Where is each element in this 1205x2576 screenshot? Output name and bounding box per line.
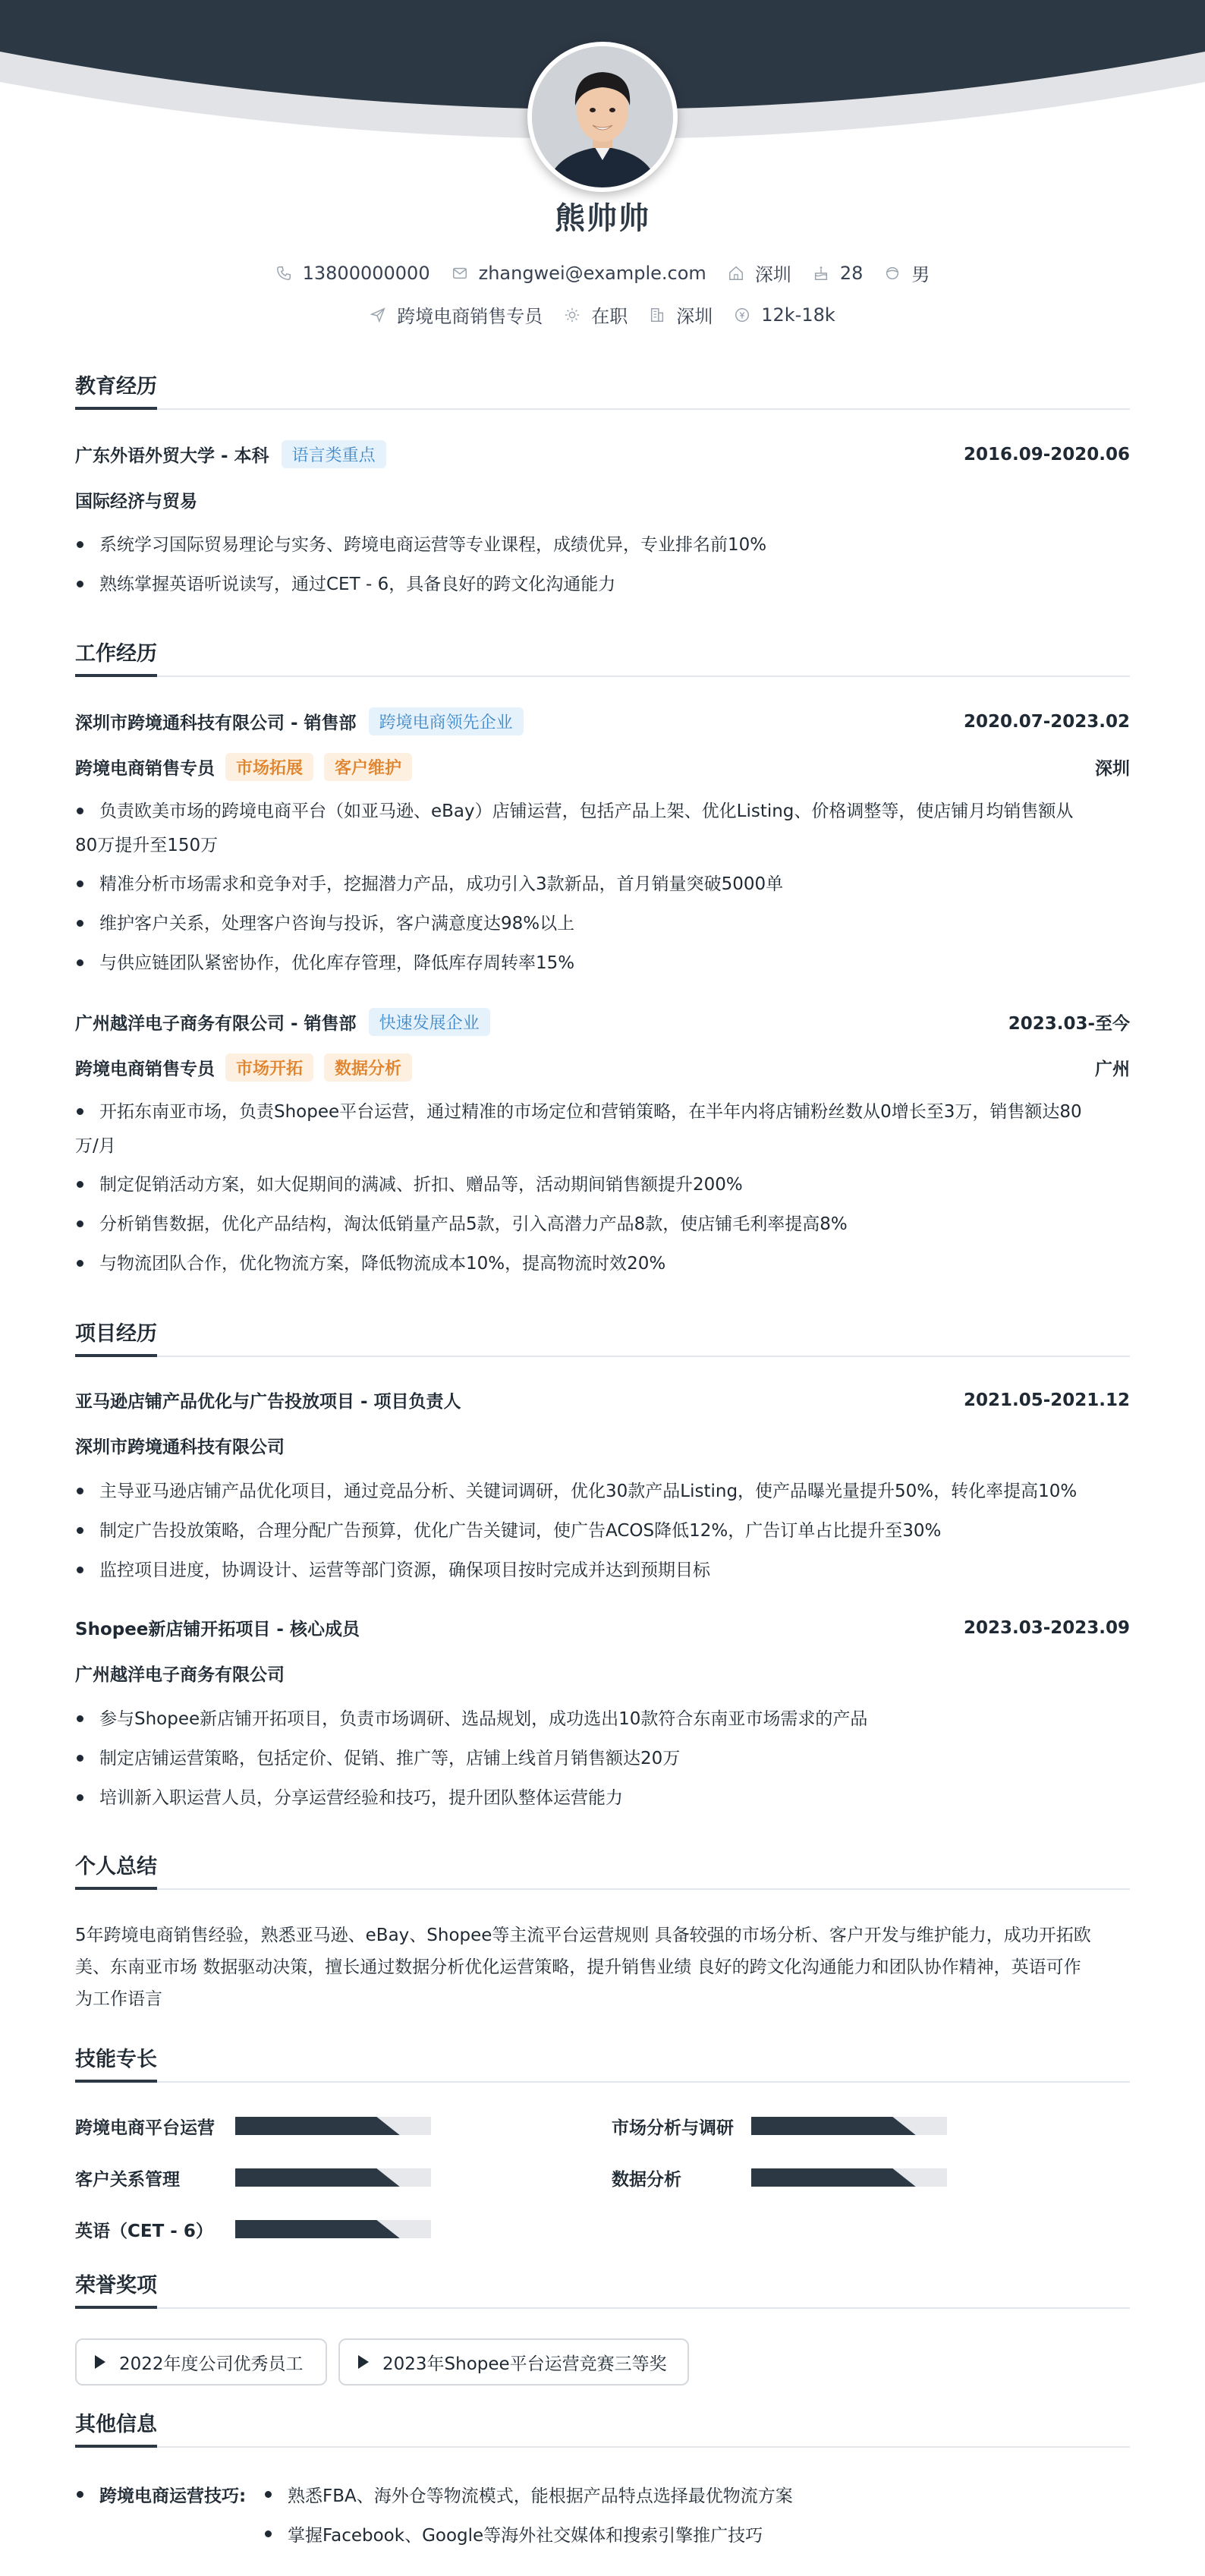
project-period: 2021.05-2021.12 (963, 1390, 1130, 1410)
play-icon (358, 2355, 369, 2369)
list-item-continuation: 80万提升至150万 (75, 836, 219, 855)
list-item: 维护客户关系，处理客户咨询与投诉，客户满意度达98%以上 (75, 907, 1130, 940)
list-item: 熟悉FBA、海外仓等物流模式，能根据产品特点选择最优物流方案 (263, 2482, 793, 2507)
list-item: 监控项目进度，协调设计、运营等部门资源，确保项目按时完成并达到预期目标 (75, 1554, 1130, 1587)
skill-name: 英语（CET - 6） (75, 2221, 213, 2241)
project-header (75, 1615, 1130, 1640)
list-item: 培训新入职运营人员，分享运营经验和技巧，提升团队整体运营能力 (75, 1781, 1130, 1815)
skill-name: 跨境电商平台运营 (75, 2118, 215, 2138)
list-item: 参与Shopee新店铺开拓项目，负责市场调研、选品规划，成功选出10款符合东南亚市场需求的产品 (75, 1702, 1130, 1736)
skill-item (75, 2115, 470, 2137)
section-skills (75, 2046, 1130, 2083)
gender-text: 男 (911, 264, 930, 285)
section-title: 荣誉奖项 (75, 2272, 157, 2309)
skill-bar-fill (235, 2220, 400, 2238)
project-company: 深圳市跨境通科技有限公司 (75, 1438, 285, 1457)
email-text: zhangwei@example.com (478, 262, 706, 284)
project-company-line (75, 1433, 1130, 1458)
school-tag: 语言类重点 (282, 440, 386, 468)
section-projects (75, 1321, 1130, 1357)
section-title: 项目经历 (75, 1321, 157, 1357)
skill-item (612, 2115, 1006, 2137)
list-item: 分析销售数据，优化产品结构，淘汰低销量产品5款，引入高潜力产品8款，使店铺毛利率提高8% (75, 1208, 1130, 1241)
status-text: 在职 (591, 306, 628, 327)
resume-content (75, 0, 1130, 2576)
skill-item (75, 2166, 470, 2189)
section-other (75, 2411, 1130, 2448)
list-item: 系统学习国际贸易理论与实务、跨境电商运营等专业课程，成绩优异，专业排名前10% (75, 528, 1130, 562)
section-summary (75, 1853, 1130, 1890)
target-city-text: 深圳 (676, 306, 713, 327)
section-title: 教育经历 (75, 373, 157, 410)
work-period: 2023.03-至今 (1008, 1014, 1130, 1034)
list-item: 与物流团队合作，优化物流方案，降低物流成本10%，提高物流时效20% (75, 1247, 1130, 1280)
salary-text: 12k-18k (761, 304, 835, 326)
section-title: 技能专长 (75, 2046, 157, 2083)
skill-bar (751, 2117, 947, 2135)
education-period: 2016.09-2020.06 (963, 444, 1130, 464)
skill-bar (235, 2117, 431, 2135)
project-title: Shopee新店铺开拓项目 - 核心成员 (75, 1620, 360, 1639)
skill-bar-fill (235, 2168, 400, 2187)
list-item: 制定店铺运营策略，包括定价、促销、推广等，店铺上线首月销售额达20万 (75, 1742, 1130, 1775)
education-major-line (75, 487, 1130, 512)
project-title: 亚马逊店铺产品优化与广告投放项目 - 项目负责人 (75, 1392, 461, 1412)
company-name: 深圳市跨境通科技有限公司 - 销售部 (75, 713, 357, 733)
city-text: 深圳 (754, 264, 791, 285)
age-text: 28 (839, 262, 864, 284)
summary-line: 为工作语言 (75, 1989, 162, 2009)
job-target-text: 跨境电商销售专员 (397, 306, 543, 327)
education-header (75, 440, 1130, 468)
section-work (75, 641, 1130, 677)
skill-bar-fill (235, 2117, 400, 2135)
role-tag: 数据分析 (324, 1053, 412, 1082)
skill-bar-fill (751, 2168, 916, 2187)
work-header (75, 707, 1130, 735)
skill-name: 客户关系管理 (75, 2169, 180, 2190)
skill-bar-fill (751, 2117, 916, 2135)
work-location: 广州 (1095, 1060, 1130, 1079)
list-item: 制定广告投放策略，合理分配广告预算，优化广告关键词，使广告ACOS降低12%，广告订单占比提升至30% (75, 1514, 1130, 1548)
section-title: 个人总结 (75, 1853, 157, 1890)
award-text: 2023年Shopee平台运营竞赛三等奖 (382, 2354, 667, 2374)
skill-bar (235, 2168, 431, 2187)
project-company: 广州越洋电子商务有限公司 (75, 1665, 285, 1685)
skill-name: 数据分析 (612, 2169, 681, 2190)
role-tag: 市场开拓 (225, 1053, 313, 1082)
list-item: 制定促销活动方案，如大促期间的满减、折扣、赠品等，活动期间销售额提升200% (75, 1168, 1130, 1201)
project-company-line (75, 1661, 1130, 1686)
role-tag: 市场拓展 (225, 753, 313, 781)
list-item-continuation: 万/月 (75, 1136, 116, 1156)
award-text: 2022年度公司优秀员工 (119, 2354, 304, 2374)
skill-item (75, 2218, 470, 2241)
section-awards (75, 2272, 1130, 2309)
role-tag: 客户维护 (324, 753, 412, 781)
summary-line: 美、东南亚市场 数据驱动决策，擅长通过数据分析优化运营策略，提升销售业绩 良好的跨文化沟通能力和团队协作精神，英语可作 (75, 1957, 1081, 1977)
list-item: 主导亚马逊店铺产品优化项目，通过竞品分析、关键词调研，优化30款产品Listing，使产品曝光量提升50%，转化率提高10% (75, 1475, 1130, 1508)
project-header (75, 1387, 1130, 1412)
company-name: 广州越洋电子商务有限公司 - 销售部 (75, 1014, 357, 1034)
candidate-name: 熊帅帅 (555, 201, 650, 236)
skill-item (612, 2166, 1006, 2189)
school-name: 广东外语外贸大学 - 本科 (75, 446, 269, 466)
work-role-line (75, 1053, 1130, 1082)
award-item (75, 2338, 327, 2385)
play-icon (95, 2355, 105, 2369)
summary-line: 5年跨境电商销售经验，熟悉亚马逊、eBay、Shopee等主流平台运营规则 具备较强的市场分析、客户开发与维护能力，成功开拓欧 (75, 1926, 1091, 1945)
role: 跨境电商销售专员 (75, 759, 215, 779)
company-tag: 跨境电商领先企业 (369, 707, 524, 735)
skill-name: 市场分析与调研 (612, 2118, 734, 2138)
work-header (75, 1008, 1130, 1036)
list-item: 精准分析市场需求和竞争对手，挖掘潜力产品，成功引入3款新品，首月销量突破5000单 (75, 868, 1130, 901)
section-title: 其他信息 (75, 2411, 157, 2448)
skill-bar (235, 2220, 431, 2238)
work-role-line (75, 753, 1130, 781)
list-item: 熟练掌握英语听说读写，通过CET - 6，具备良好的跨文化沟通能力 (75, 568, 1130, 601)
company-tag: 快速发展企业 (369, 1008, 490, 1036)
list-item: 与供应链团队紧密协作，优化库存管理，降低库存周转率15% (75, 946, 1130, 980)
section-education (75, 373, 1130, 410)
work-location: 深圳 (1095, 759, 1130, 779)
section-title: 工作经历 (75, 641, 157, 677)
skill-bar (751, 2168, 947, 2187)
major: 国际经济与贸易 (75, 492, 197, 512)
project-period: 2023.03-2023.09 (963, 1617, 1130, 1638)
list-item: 开拓东南亚市场，负责Shopee平台运营，通过精准的市场定位和营销策略，在半年内将店铺粉丝数从0增长至3万，销售额达80 (75, 1095, 1130, 1129)
other-label: 跨境电商运营技巧: (75, 2482, 246, 2507)
award-item (338, 2338, 689, 2385)
work-period: 2020.07-2023.02 (963, 711, 1130, 732)
list-item: 负责欧美市场的跨境电商平台（如亚马逊、eBay）店铺运营，包括产品上架、优化Listing、价格调整等，使店铺月均销售额从 (75, 795, 1130, 828)
role: 跨境电商销售专员 (75, 1060, 215, 1079)
phone-text: 13800000000 (302, 262, 430, 284)
list-item: 掌握Facebook、Google等海外社交媒体和搜索引擎推广技巧 (263, 2521, 763, 2546)
